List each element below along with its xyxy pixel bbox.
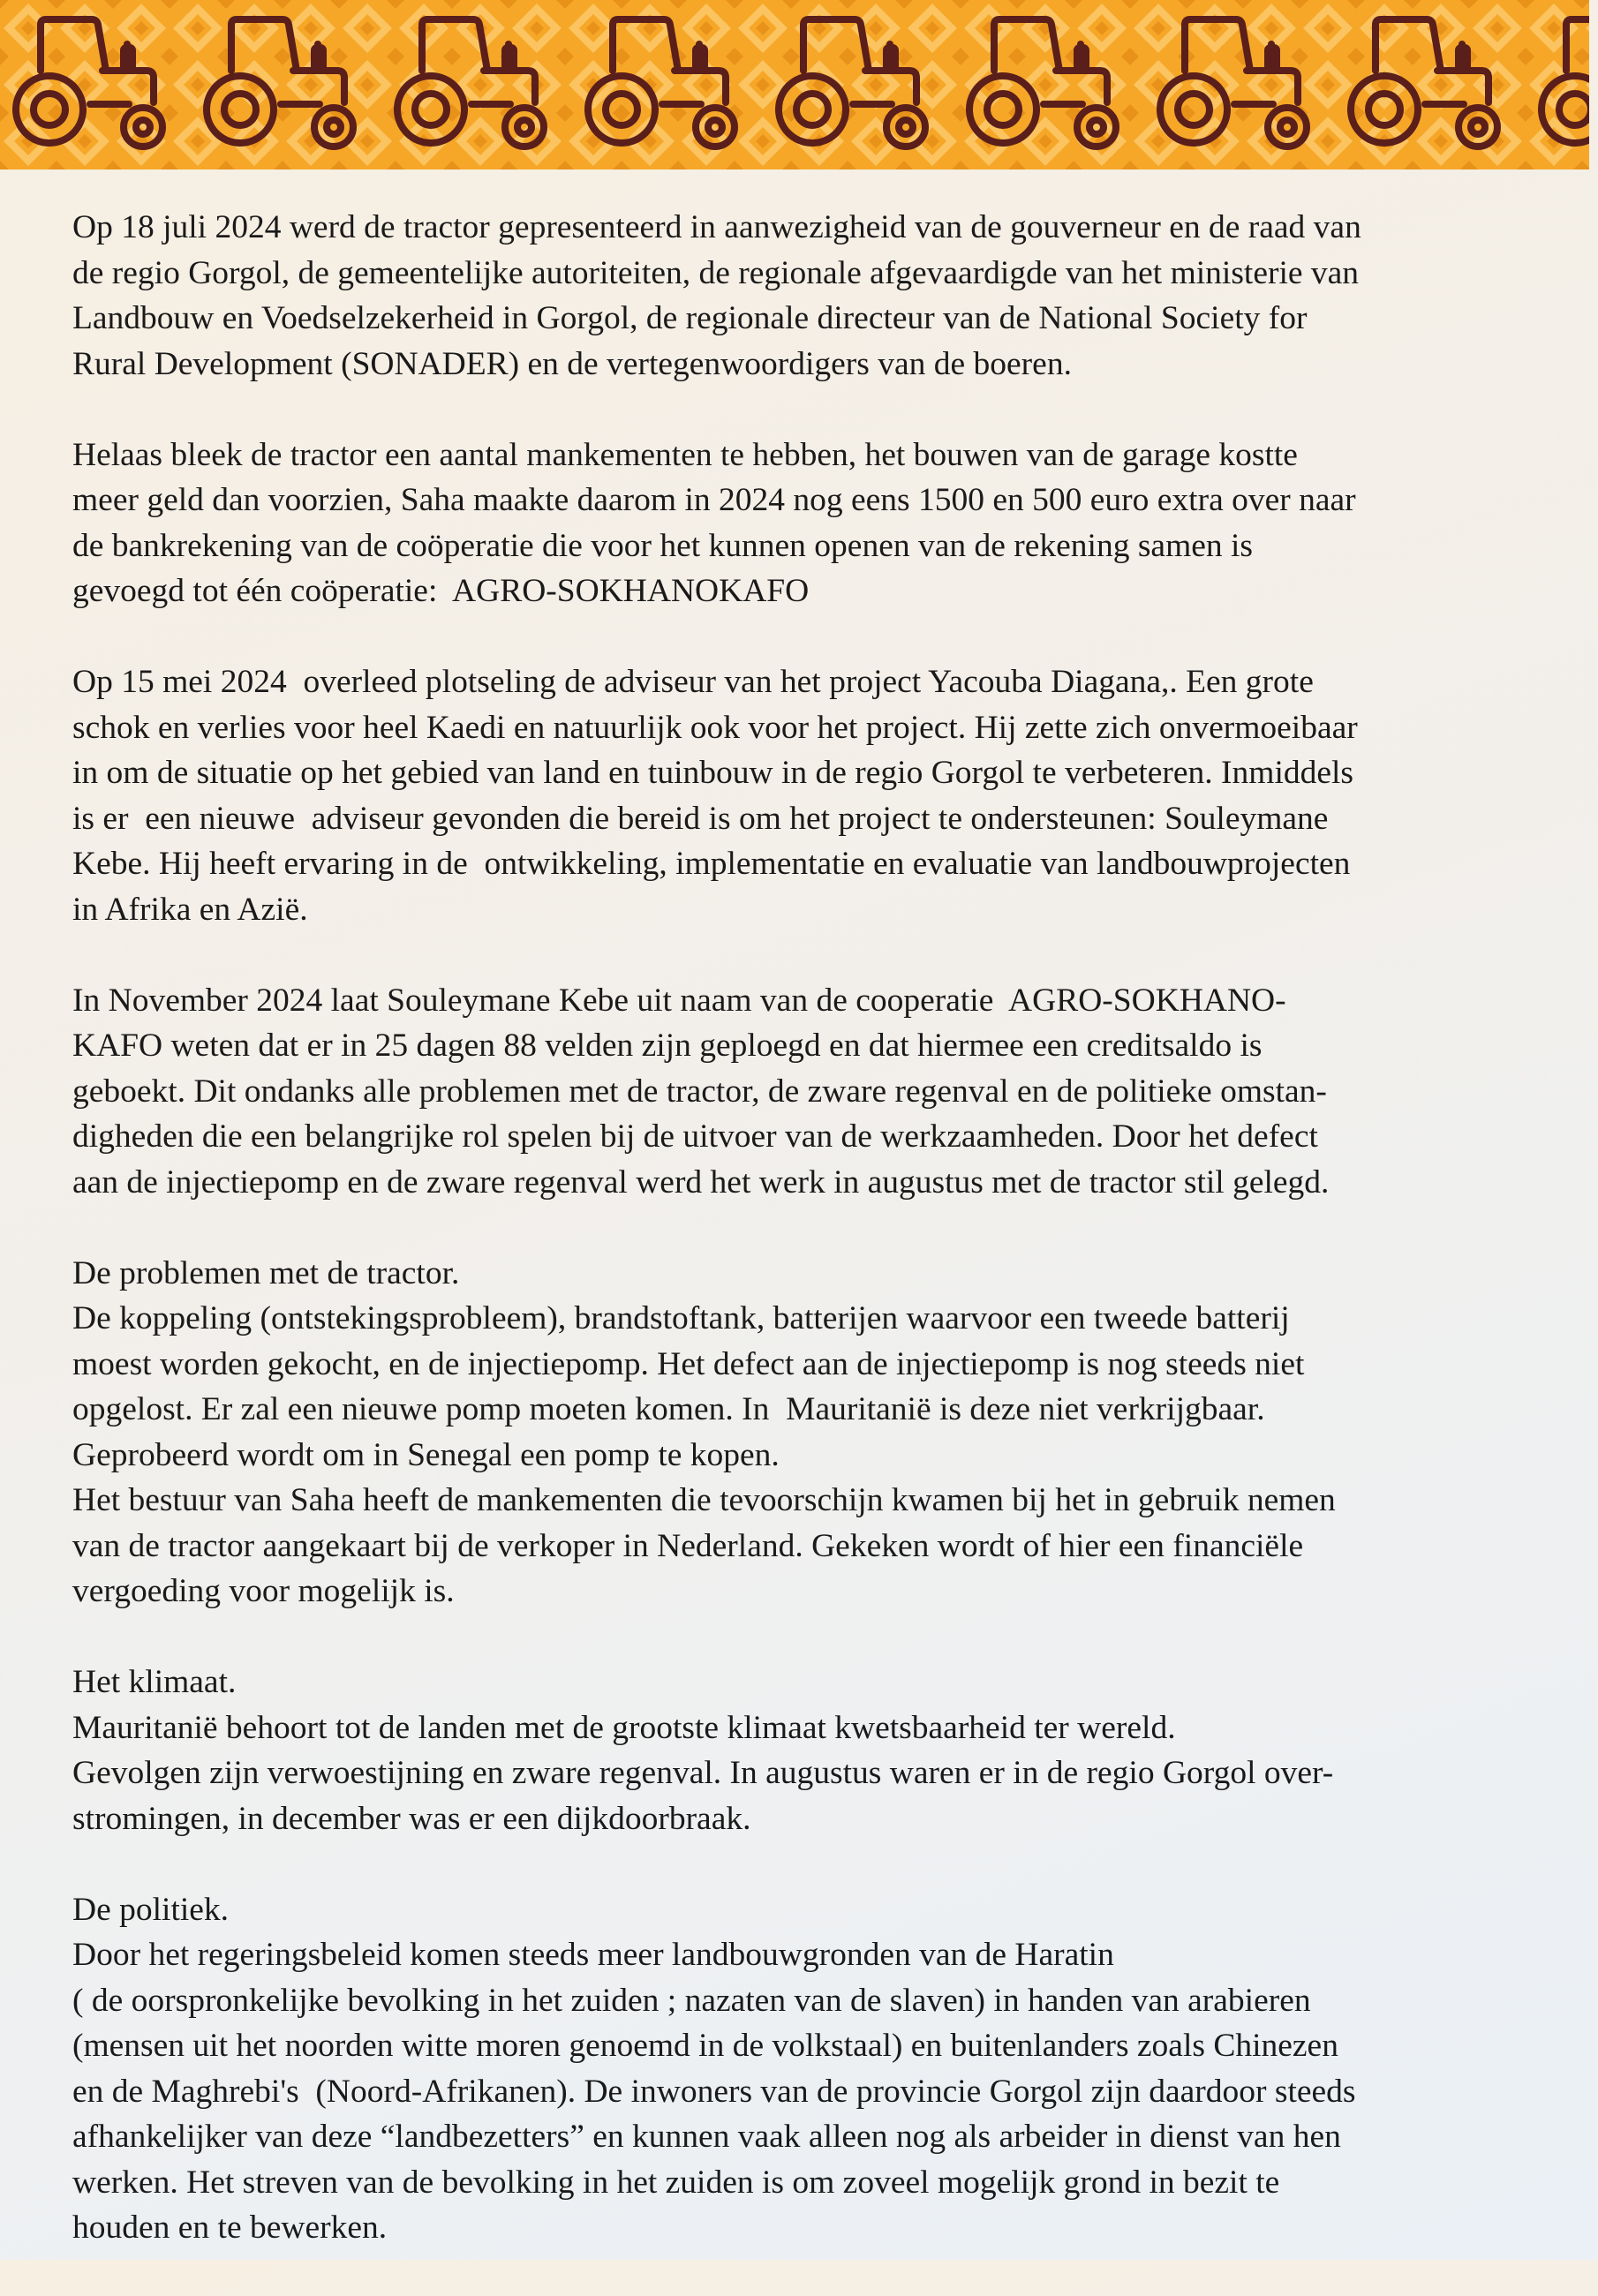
header-banner bbox=[0, 0, 1589, 169]
text-line: De problemen met de tractor. bbox=[72, 1254, 460, 1291]
text-line: De politiek. bbox=[72, 1891, 230, 1928]
text-line: werken. Het streven van de bevolking in het zuiden is om zoveel mogelijk grond in bezit te bbox=[72, 2164, 1280, 2201]
text-line: KAFO weten dat er in 25 dagen 88 velden zijn geploegd en dat hiermee een creditsaldo is bbox=[72, 1028, 1263, 1064]
text-line: in Afrika en Azië. bbox=[72, 891, 308, 928]
text-line: (mensen uit het noorden witte moren genoemd in de volkstaal) en buitenlanders zoals Chinezen bbox=[72, 2028, 1338, 2064]
text-line: houden en te bewerken. bbox=[72, 2209, 388, 2246]
text-line: digheden die een belangrijke rol spelen bij de uitvoer van de werkzaamheden. Door het defect bbox=[72, 1118, 1318, 1155]
text-line: Door het regeringsbeleid komen steeds meer landbouwgronden van de Haratin bbox=[72, 1937, 1114, 1973]
text-line: In November 2024 laat Souleymane Kebe uit naam van de cooperatie AGRO-SOKHANO- bbox=[72, 982, 1286, 1019]
text-line: is er een nieuwe adviseur gevonden die bereid is om het project te ondersteunen: Souleymane bbox=[72, 800, 1329, 837]
text-line: Rural Development (SONADER) en de vertegenwoordigers van de boeren. bbox=[72, 345, 1072, 382]
paragraph bbox=[72, 978, 1547, 1206]
text-line: in om de situatie op het gebied van land en tuinbouw in de regio Gorgol te verbeteren. Inmiddels bbox=[72, 755, 1354, 791]
text-line: Op 15 mei 2024 overleed plotseling de adviseur van het project Yacouba Diagana,. Een grote bbox=[72, 664, 1314, 700]
paragraph bbox=[72, 1887, 1547, 2251]
paragraph bbox=[72, 1251, 1547, 1615]
text-line: Op 18 juli 2024 werd de tractor gepresenteerd in aanwezigheid van de gouverneur en de raad van bbox=[72, 209, 1361, 245]
paragraph bbox=[72, 205, 1547, 387]
text-line: Het bestuur van Saha heeft de mankementen die tevoorschijn kwamen bij het in gebruik nemen bbox=[72, 1482, 1336, 1518]
text-line: geboekt. Dit ondanks alle problemen met de tractor, de zware regenval en de politieke omstan- bbox=[72, 1073, 1327, 1110]
text-line: gevoegd tot één coöperatie: AGRO-SOKHANOKAFO bbox=[72, 573, 810, 609]
text-line: Het klimaat. bbox=[72, 1664, 237, 1700]
text-line: opgelost. Er zal een nieuwe pomp moeten komen. In Mauritanië is deze niet verkrijgbaar. bbox=[72, 1391, 1265, 1427]
paragraph bbox=[72, 659, 1547, 932]
text-line: schok en verlies voor heel Kaedi en natuurlijk ook voor het project. Hij zette zich onvermoeibaar bbox=[72, 709, 1358, 746]
paragraph bbox=[72, 433, 1547, 614]
text-line: ( de oorspronkelijke bevolking in het zuiden ; nazaten van de slaven) in handen van arabieren bbox=[72, 1982, 1311, 2019]
text-line: stromingen, in december was er een dijkdoorbraak. bbox=[72, 1800, 751, 1837]
text-line: Landbouw en Voedselzekerheid in Gorgol, de regionale directeur van de National Society for bbox=[72, 300, 1308, 336]
text-line: de bankrekening van de coöperatie die voor het kunnen openen van de rekening samen is bbox=[72, 527, 1254, 564]
article-body bbox=[72, 205, 1547, 2296]
text-line: Mauritanië behoort tot de landen met de grootste klimaat kwetsbaarheid ter wereld. bbox=[72, 1709, 1176, 1746]
text-line: de regio Gorgol, de gemeentelijke autoriteiten, de regionale afgevaardigde van het ministerie van bbox=[72, 254, 1360, 291]
text-line: De koppeling (ontstekingsprobleem), brandstoftank, batterijen waarvoor een tweede batterij bbox=[72, 1300, 1290, 1336]
text-line: Kebe. Hij heeft ervaring in de ontwikkeling, implementatie en evaluatie van landbouwprojecten bbox=[72, 846, 1351, 882]
text-line: van de tractor aangekaart bij de verkoper in Nederland. Gekeken wordt of hier een financiële bbox=[72, 1527, 1304, 1564]
text-line: meer geld dan voorzien, Saha maakte daarom in 2024 nog eens 1500 en 500 euro extra over naar bbox=[72, 482, 1356, 518]
text-line: moest worden gekocht, en de injectiepomp. Het defect aan de injectiepomp is nog steeds niet bbox=[72, 1345, 1305, 1382]
text-line: aan de injectiepomp en de zware regenval werd het werk in augustus met de tractor stil gelegd. bbox=[72, 1163, 1330, 1201]
text-line: vergoeding voor mogelijk is. bbox=[72, 1573, 455, 1609]
text-line: Helaas bleek de tractor een aantal mankementen te hebben, het bouwen van de garage kostte bbox=[72, 436, 1298, 473]
tractor-pattern-banner bbox=[0, 0, 1589, 169]
text-line: Gevolgen zijn verwoestijning en zware regenval. In augustus waren er in de regio Gorgol over- bbox=[72, 1755, 1334, 1791]
text-line: afhankelijker van deze “landbezetters” en kunnen vaak alleen nog als arbeider in dienst van hen bbox=[72, 2119, 1341, 2155]
paragraph bbox=[72, 1660, 1547, 1841]
text-line: Geprobeerd wordt om in Senegal een pomp te kopen. bbox=[72, 1436, 780, 1473]
text-line: en de Maghrebi's (Noord-Afrikanen). De inwoners van de provincie Gorgol zijn daardoor steeds bbox=[72, 2073, 1356, 2110]
